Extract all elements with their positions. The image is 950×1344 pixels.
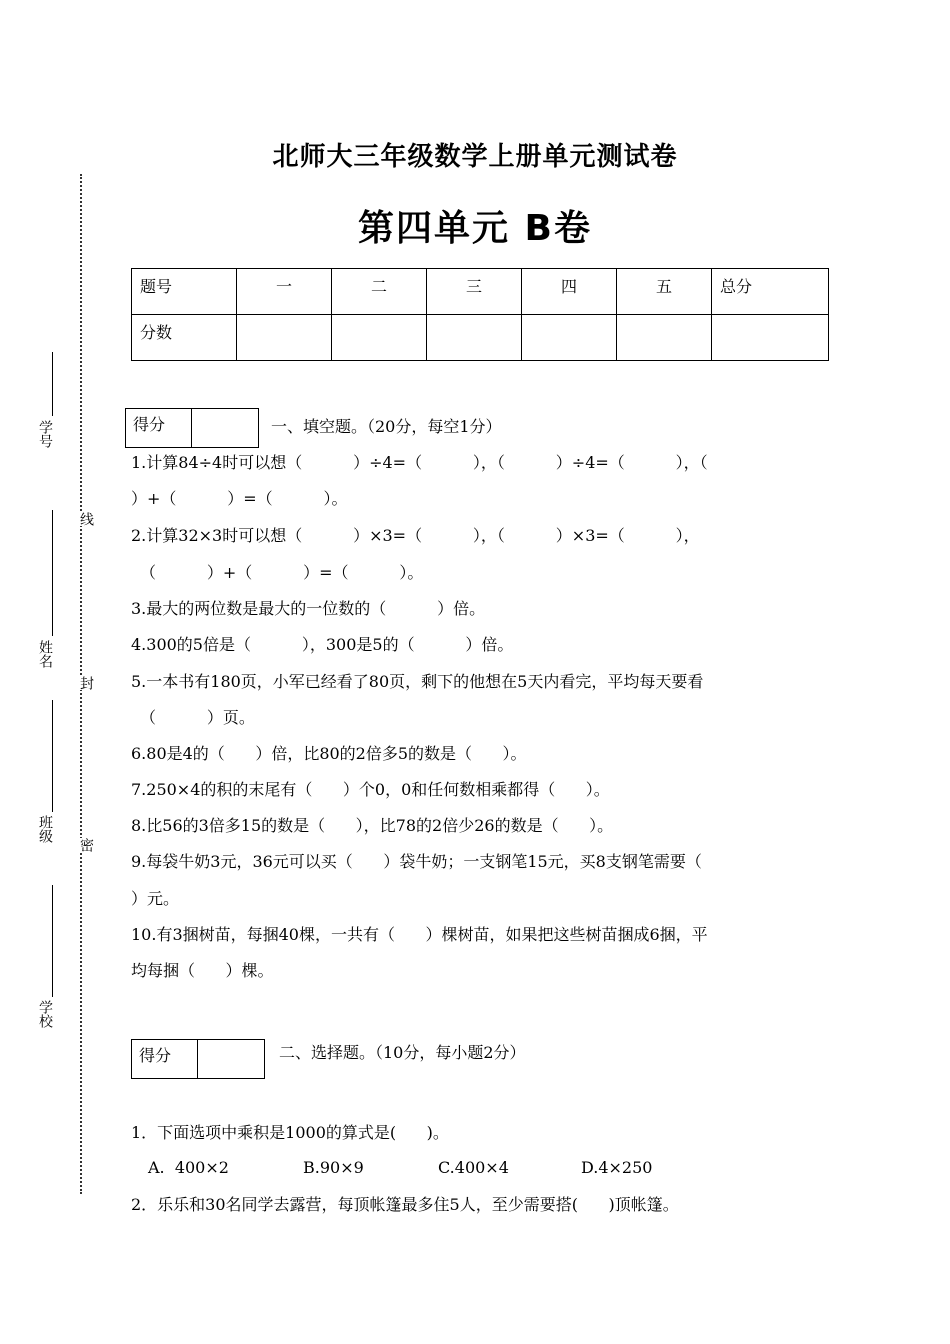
question-line: 4.300的5倍是（ ），300是5的（ ）倍。 [131, 635, 514, 654]
score-table-header-cell: 五 [617, 269, 712, 315]
score-row-label: 分数 [132, 315, 237, 361]
name-label: 姓名 [37, 640, 53, 668]
score-table-header-cell: 二 [332, 269, 427, 315]
question-line: 10.有3捆树苗，每捆40棵，一共有（ ）棵树苗，如果把这些树苗捆成6捆，平 [131, 925, 708, 944]
exam-subtitle: 第四单元 B卷 [358, 208, 592, 249]
section2-score-label: 得分 [139, 1046, 172, 1065]
question-line: ）元。 [131, 889, 180, 908]
question-line: 6.80是4的（ ）倍，比80的2倍多5的数是（ ）。 [131, 744, 527, 763]
score-table-header-cell: 三 [427, 269, 522, 315]
exam-title: 北师大三年级数学上册单元测试卷 [272, 142, 678, 172]
class-label: 班级 [37, 815, 53, 843]
score-table-header-cell: 题号 [132, 269, 237, 315]
seal-char-feng: 封 [78, 676, 94, 690]
question-line: （ ）页。 [140, 708, 255, 727]
section2-score-box [131, 1039, 265, 1079]
seal-char-mi: 密 [78, 838, 94, 852]
option-b: B.90×9 [303, 1158, 364, 1177]
score-cell [712, 315, 829, 361]
question-line: 均每捆（ ）棵。 [131, 961, 274, 980]
score-table [131, 268, 829, 361]
question-line: （ ）+（ ）=（ ）。 [140, 563, 424, 582]
question-line: 5.一本书有180页，小军已经看了80页，剩下的他想在5天内看完，平均每天要看 [131, 672, 704, 691]
section1-heading: 一、填空题。（20分，每空1分） [271, 417, 502, 436]
score-cell [522, 315, 617, 361]
school-label: 学校 [37, 1000, 53, 1028]
score-cell [237, 315, 332, 361]
option-a: A. 400×2 [148, 1158, 229, 1177]
class-blank [52, 700, 53, 812]
score-table-header-cell: 四 [522, 269, 617, 315]
section1-score-box [125, 408, 259, 448]
score-cell [427, 315, 522, 361]
question-line: 9.每袋牛奶3元，36元可以买（ ）袋牛奶；一支钢笔15元，买8支钢笔需要（ [131, 852, 702, 871]
section2-heading: 二、选择题。（10分，每小题2分） [279, 1043, 526, 1062]
score-table-header-cell: 总分 [712, 269, 829, 315]
seal-char-xian: 线 [78, 512, 94, 526]
question-line: 2.计算32×3时可以想（ ）×3=（ ），（ ）×3=（ ）， [131, 526, 700, 545]
score-cell [617, 315, 712, 361]
option-d: D.4×250 [581, 1158, 653, 1177]
question-line: 8.比56的3倍多15的数是（ ），比78的2倍少26的数是（ ）。 [131, 816, 614, 835]
question-line: 1.计算84÷4时可以想（ ）÷4=（ ），（ ）÷4=（ ），（ [131, 453, 708, 472]
question-line: 3.最大的两位数是最大的一位数的（ ）倍。 [131, 599, 486, 618]
name-blank [52, 510, 53, 636]
section1-score-label: 得分 [133, 415, 166, 434]
option-c: C.400×4 [438, 1158, 509, 1177]
student-id-label: 学号 [37, 420, 53, 448]
question-line: 1．下面选项中乘积是1000的算式是( )。 [131, 1123, 449, 1142]
score-table-header-cell: 一 [237, 269, 332, 315]
question-line: 2．乐乐和30名同学去露营，每顶帐篷最多住5人，至少需要搭( )顶帐篷。 [131, 1195, 679, 1214]
school-blank [52, 885, 53, 997]
question-line: 7.250×4的积的末尾有（ ）个0，0和任何数相乘都得（ ）。 [131, 780, 610, 799]
student-id-blank [52, 352, 53, 416]
score-cell [332, 315, 427, 361]
question-line: ）+（ ）=（ ）。 [131, 489, 348, 508]
